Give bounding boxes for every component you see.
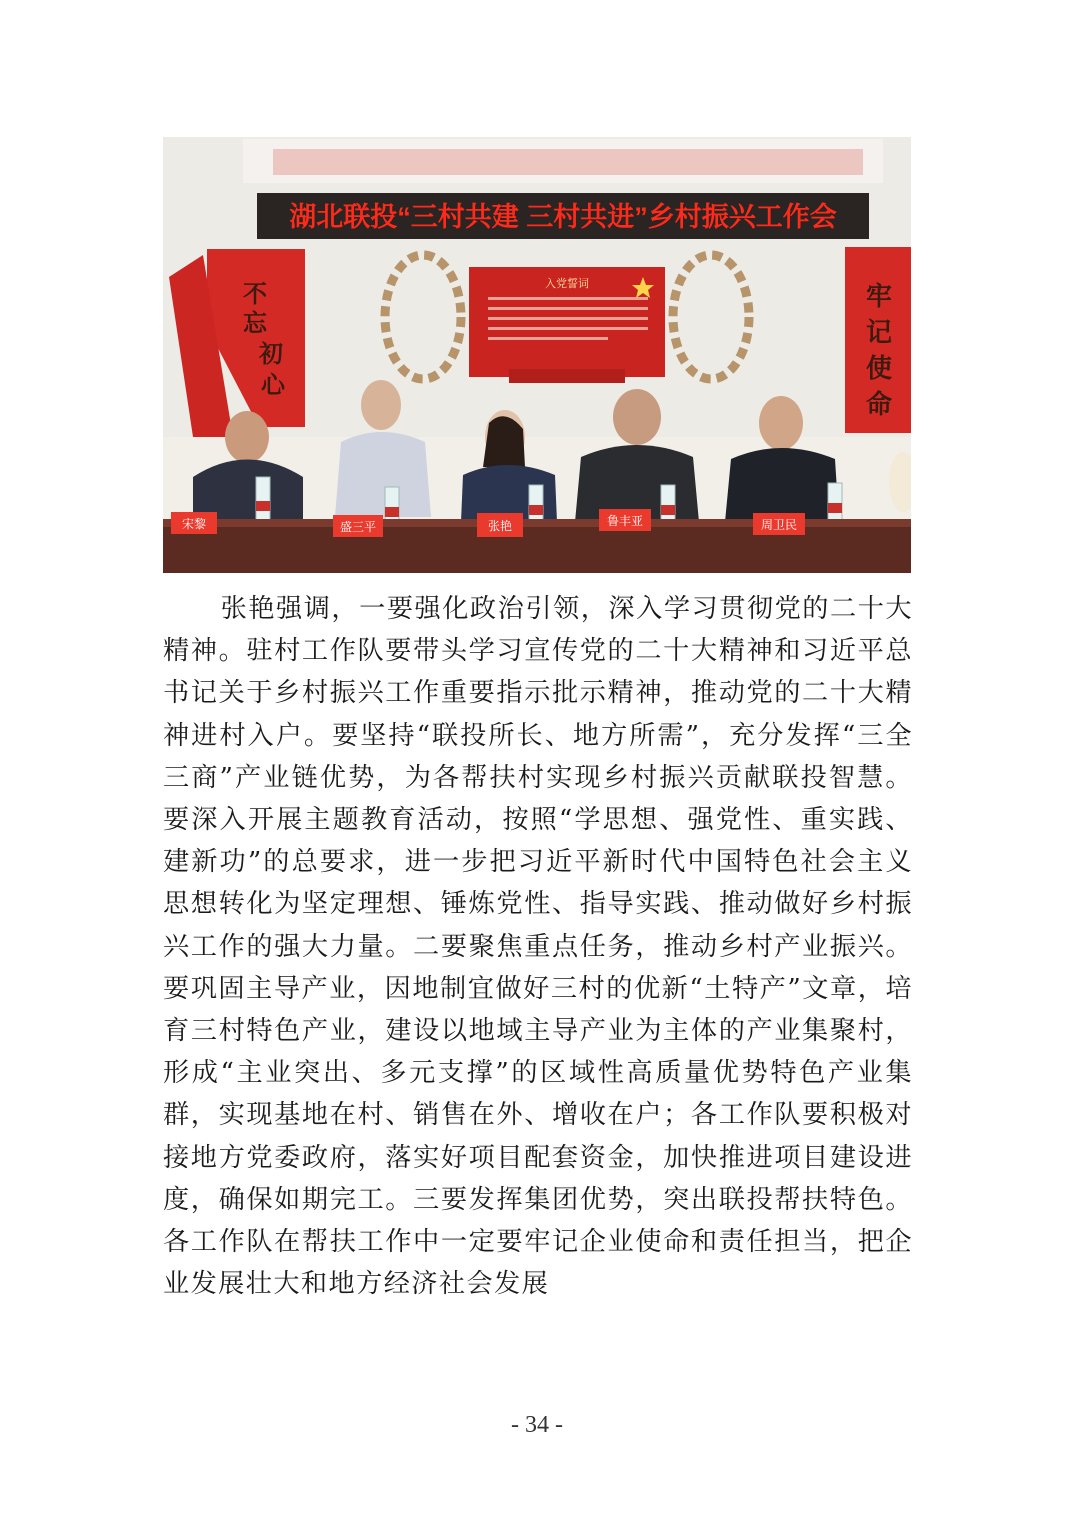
right-banner (845, 247, 911, 433)
nameplate: 周卫民 (760, 518, 798, 532)
svg-text:不: 不 (243, 279, 267, 308)
svg-text:牢: 牢 (865, 282, 893, 312)
nameplate: 张艳 (487, 519, 513, 533)
oath-board-title: 入党誓词 (545, 277, 589, 290)
svg-text:忘: 忘 (243, 308, 267, 337)
led-banner-text: 湖北联投“三村共建 三村共进”乡村振兴工作会 (289, 202, 837, 232)
page-number: - 34 - (511, 1412, 563, 1438)
meeting-photo (163, 137, 911, 573)
oath-board (469, 267, 665, 383)
svg-text:命: 命 (865, 390, 893, 420)
svg-text:记: 记 (865, 318, 893, 348)
nameplate: 鲁丰亚 (606, 514, 644, 528)
svg-text:心: 心 (261, 370, 285, 399)
svg-text:使: 使 (865, 354, 893, 384)
svg-text:初: 初 (259, 339, 283, 368)
nameplate: 盛三平 (339, 520, 377, 534)
nameplate: 宋黎 (181, 517, 207, 531)
body-paragraph: 张艳强调，一要强化政治引领，深入学习贯彻党的二十大精神。驻村工作队要带头学习宣传党的二十大精神和习近平总书记关于乡村振兴工作重要指示批示精神，推动党的二十大精神进村入户。要坚持“联投所长、地方所需”，充分发挥“三全三商”产业链优势，为各帮扶村实现乡村振兴贡献联投智慧。要深入开展主题教育活动，按照“学思想、强党性、重实践、建新功”的总要求，进一步把习近平新时代中国特色社会主义思想转化为坚定理想、锤炼党性、指导实践、推动做好乡村振兴工作的强大力量。二要聚焦重点任务，推动乡村产业振兴。要巩固主导产业，因地制宜做好三村的优新“土特产”文章，培育三村特色产业，建设以地域主导产业为主体的产业集聚村，形成“主业突出、多元支撑”的区域性高质量优势特色产业集群，实现基地在村、销售在外、增收在户；各工作队要积极对接地方党委政府，落实好项目配套资金，加快推进项目建设进度，确保如期完工。三要发挥集团优势，突出联投帮扶特色。各工作队在帮扶工作中一定要牢记企业使命和责任担当，把企业发展壮大和地方经济社会发展 (163, 594, 913, 1300)
